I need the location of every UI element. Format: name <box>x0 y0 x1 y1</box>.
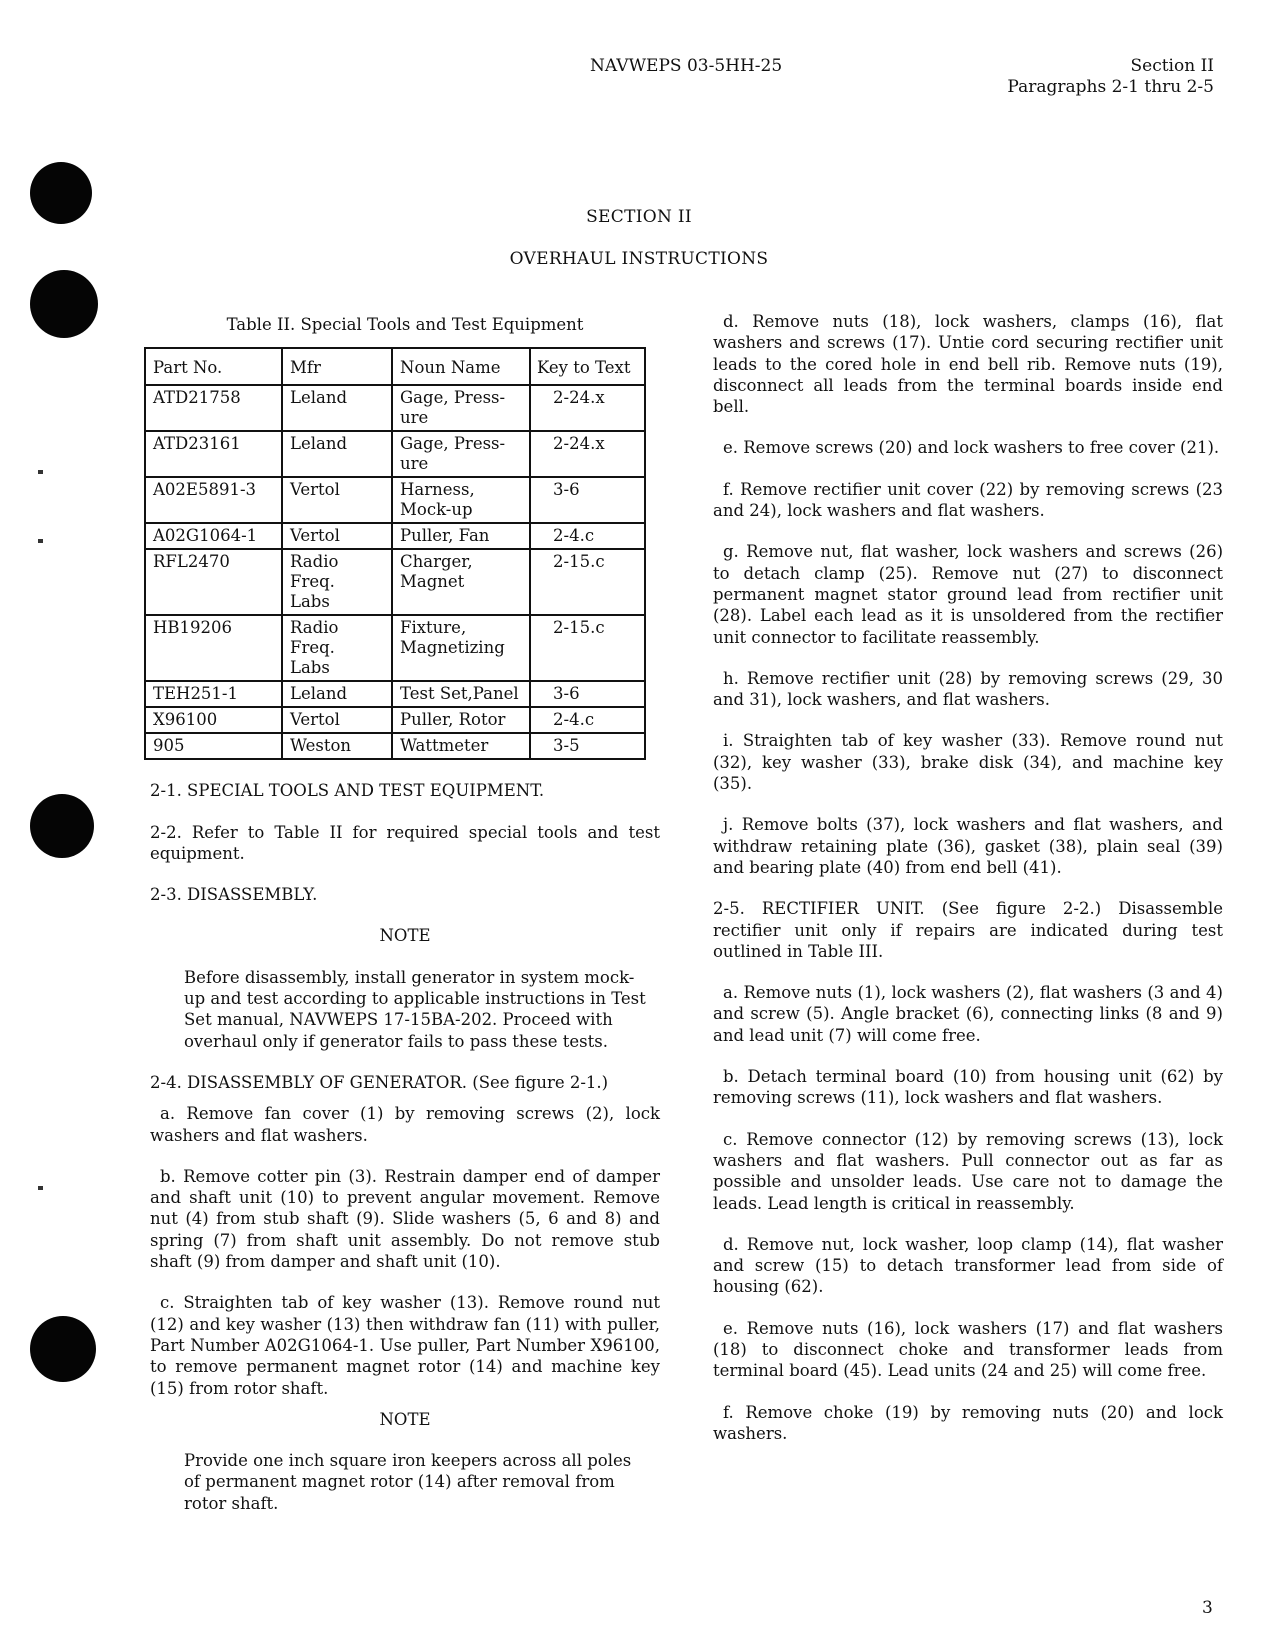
table-cell: 3-6 <box>530 681 645 707</box>
table-cell: Puller, Rotor <box>392 707 530 733</box>
binder-hole <box>30 794 94 858</box>
rectifier-step-f: f. Remove choke (19) by removing nuts (20) and lock washers. <box>713 1402 1223 1443</box>
table-cell: Gage, Press- ure <box>392 431 530 477</box>
table-cell: 3-5 <box>530 733 645 759</box>
table-row <box>145 523 645 549</box>
table-row <box>145 733 645 759</box>
column-header: Noun Name <box>392 348 530 385</box>
section-title: SECTION II <box>586 207 692 227</box>
table-cell: Wattmeter <box>392 733 530 759</box>
table-cell: A02G1064-1 <box>145 523 282 549</box>
column-header: Part No. <box>145 348 282 385</box>
table-cell: X96100 <box>145 707 282 733</box>
table-cell: Gage, Press- ure <box>392 385 530 431</box>
table-cell: Puller, Fan <box>392 523 530 549</box>
paragraph-2-2: 2-2. Refer to Table II for required special tools and test equipment. <box>150 822 660 863</box>
table-cell: 2-4.c <box>530 523 645 549</box>
step-d: d. Remove nuts (18), lock washers, clamps (16), flat washers and screws (17). Untie cord securing rectifier unit leads to the cored hole in end bell rib. Remove nuts (19), disconnect all leads from the terminal boards inside end bell. <box>713 312 1223 417</box>
step-h: h. Remove rectifier unit (28) by removing screws (29, 30 and 31), lock washers, and flat washers. <box>713 668 1223 710</box>
note-text: Before disassembly, install generator in system mock-up and test according to applicable instructions in Test Set manual, NAVWEPS 17-15BA-202. Proceed with overhaul only if generator fails to pass these tests. <box>184 967 646 1051</box>
paragraph-2-1: 2-1. SPECIAL TOOLS AND TEST EQUIPMENT. <box>150 781 545 801</box>
special-tools-table <box>144 347 646 760</box>
left-column <box>150 314 660 1514</box>
paragraph-range: Paragraphs 2-1 thru 2-5 <box>1007 77 1214 97</box>
table-cell: Vertol <box>282 707 392 733</box>
scan-mark <box>38 470 43 474</box>
binder-hole <box>30 1316 96 1382</box>
table-cell: Leland <box>282 431 392 477</box>
right-column <box>713 311 1223 1444</box>
step-a: a. Remove fan cover (1) by removing screws (2), lock washers and flat washers. <box>150 1104 660 1145</box>
paragraph-2-4: 2-4. DISASSEMBLY OF GENERATOR. (See figure 2-1.) <box>150 1072 609 1092</box>
column-header: Key to Text <box>530 348 645 385</box>
table-row <box>145 385 645 431</box>
note-text: Provide one inch square iron keepers across all poles of permanent magnet rotor (14) after removal from rotor shaft. <box>184 1451 632 1513</box>
table-cell: Leland <box>282 681 392 707</box>
table-cell: 2-4.c <box>530 707 645 733</box>
step-b: b. Remove cotter pin (3). Restrain damper end of damper and shaft unit (10) to prevent angular movement. Remove nut (4) from stub shaft (9). Slide washers (5, 6 and 8) and spring (7) from shaft unit assembly. Do not remove stub shaft (9) from damper and shaft unit (10). <box>150 1166 660 1272</box>
table-cell: Radio Freq. Labs <box>282 549 392 615</box>
step-c: c. Straighten tab of key washer (13). Remove round nut (12) and key washer (13) then withdraw fan (11) with puller, Part Number A02G1064-1. Use puller, Part Number X96100, to remove permanent magnet rotor (14) and machine key (15) from rotor shaft. <box>150 1293 660 1398</box>
table-cell: Weston <box>282 733 392 759</box>
step-e: e. Remove screws (20) and lock washers to free cover (21). <box>723 438 1220 458</box>
table-cell: 905 <box>145 733 282 759</box>
rectifier-step-c: c. Remove connector (12) by removing screws (13), lock washers and flat washers. Pull connector out as far as possible and unsolder leads. Use care not to damage the leads. Lead length is critical in reassembly. <box>713 1129 1223 1213</box>
table-row <box>145 681 645 707</box>
step-i: i. Straighten tab of key washer (33). Remove round nut (32), key washer (33), brake disk (34), and machine key (35). <box>713 731 1223 794</box>
table-row <box>145 707 645 733</box>
rectifier-step-a: a. Remove nuts (1), lock washers (2), flat washers (3 and 4) and screw (5). Angle bracket (6), connecting links (8 and 9) and lead unit (7) will come free. <box>713 983 1223 1045</box>
table-caption: Table II. Special Tools and Test Equipment <box>226 315 584 334</box>
table-cell: 2-24.x <box>530 385 645 431</box>
table-cell: 2-24.x <box>530 431 645 477</box>
table-cell: Radio Freq. Labs <box>282 615 392 681</box>
table-cell: Test Set,Panel <box>392 681 530 707</box>
paragraph-2-5: 2-5. RECTIFIER UNIT. (See figure 2-2.) Disassemble rectifier unit only if repairs are indicated during test outlined in Table III. <box>713 899 1223 961</box>
table-cell: Vertol <box>282 523 392 549</box>
page-number: 3 <box>1202 1598 1213 1618</box>
table-row <box>145 615 645 681</box>
step-j: j. Remove bolts (37), lock washers and flat washers, and withdraw retaining plate (36), gasket (38), plain seal (39) and bearing plate (40) from end bell (41). <box>713 815 1223 877</box>
rectifier-step-e: e. Remove nuts (16), lock washers (17) and flat washers (18) to disconnect choke and transformer leads from terminal board (45). Lead units (24 and 25) will come free. <box>713 1318 1223 1381</box>
note-heading: NOTE <box>379 1409 431 1429</box>
table-cell: 2-15.c <box>530 549 645 615</box>
table-row <box>145 477 645 523</box>
table-cell: HB19206 <box>145 615 282 681</box>
table-cell: Vertol <box>282 477 392 523</box>
table-cell: ATD23161 <box>145 431 282 477</box>
table-cell: 3-6 <box>530 477 645 523</box>
note-heading: NOTE <box>379 926 431 946</box>
rectifier-step-d: d. Remove nut, lock washer, loop clamp (14), flat washer and screw (15) to detach transformer lead from side of housing (62). <box>713 1234 1223 1297</box>
rectifier-step-b: b. Detach terminal board (10) from housing unit (62) by removing screws (11), lock washers and flat washers. <box>713 1067 1223 1108</box>
table-row <box>145 549 645 615</box>
section-label: Section II <box>1130 56 1214 76</box>
step-g: g. Remove nut, flat washer, lock washers and screws (26) to detach clamp (25). Remove nut (27) to disconnect permanent magnet stator ground lead from rectifier unit (28). Label each lead as it is unsoldered from the rectifier unit connector to facilitate reassembly. <box>713 542 1223 647</box>
section-subtitle: OVERHAUL INSTRUCTIONS <box>509 249 769 269</box>
table-cell: 2-15.c <box>530 615 645 681</box>
table-cell: RFL2470 <box>145 549 282 615</box>
table-cell: ATD21758 <box>145 385 282 431</box>
column-header: Mfr <box>282 348 392 385</box>
table-header-row <box>145 348 645 385</box>
paragraph-2-3: 2-3. DISASSEMBLY. <box>150 885 318 905</box>
binder-hole <box>30 270 98 338</box>
table-cell: Charger, Magnet <box>392 549 530 615</box>
step-f: f. Remove rectifier unit cover (22) by removing screws (23 and 24), lock washers and flat washers. <box>713 479 1223 521</box>
scan-mark <box>38 1186 43 1190</box>
table-cell: Harness, Mock-up <box>392 477 530 523</box>
document-number: NAVWEPS 03-5HH-25 <box>590 56 783 76</box>
table-cell: Fixture, Magnetizing <box>392 615 530 681</box>
table-row <box>145 431 645 477</box>
table-cell: Leland <box>282 385 392 431</box>
scan-mark <box>38 539 43 543</box>
table-cell: TEH251-1 <box>145 681 282 707</box>
table-cell: A02E5891-3 <box>145 477 282 523</box>
